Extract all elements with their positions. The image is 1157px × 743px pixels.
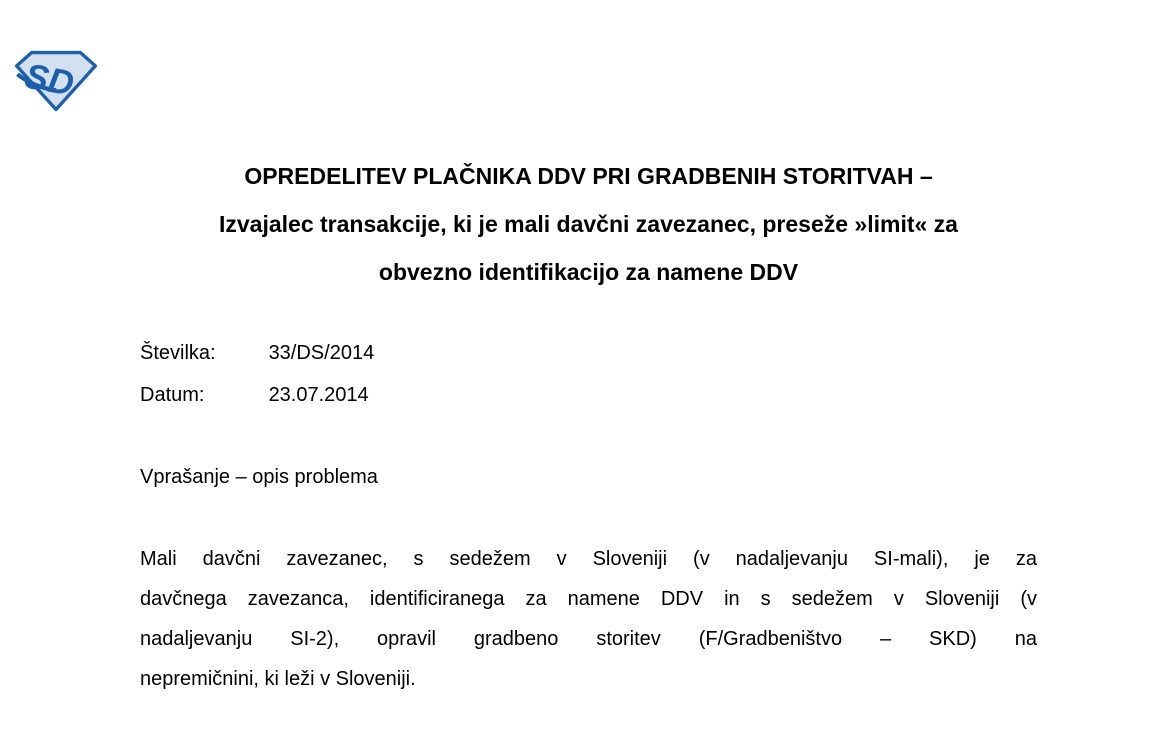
sd-logo-graphic	[14, 50, 98, 112]
section-heading: Vprašanje – opis problema	[140, 466, 378, 488]
number-label: Številka:	[140, 342, 216, 364]
body-paragraph	[140, 539, 1037, 699]
sd-logo	[14, 50, 98, 112]
body-line: davčnega zavezanca, identificiranega za namene DDV in s sedežem v Sloveniji (v	[140, 588, 1037, 610]
logo-letters: SD	[21, 56, 77, 104]
body-line: nadaljevanju SI-2), opravil gradbeno storitev (F/Gradbeništvo – SKD) na	[140, 628, 1037, 650]
title-line-1: OPREDELITEV PLAČNIKA DDV PRI GRADBENIH STORITVAH –	[244, 163, 933, 189]
document-title	[140, 152, 1037, 296]
title-line-3: obvezno identifikacijo za namene DDV	[378, 259, 799, 285]
meta-block	[140, 339, 1037, 423]
title-line-2: Izvajalec transakcije, ki je mali davčni zavezanec, preseže »limit« za	[219, 211, 958, 237]
date-label: Datum:	[140, 384, 205, 406]
meta-row-number	[140, 339, 1037, 381]
body-line: nepremičnini, ki leži v Sloveniji.	[140, 668, 416, 690]
body-line: Mali davčni zavezanec, s sedežem v Sloveniji (v nadaljevanju SI-mali), je za	[140, 548, 1037, 570]
number-value: 33/DS/2014	[268, 342, 375, 364]
meta-row-date	[140, 381, 1037, 423]
date-value: 23.07.2014	[268, 384, 369, 406]
